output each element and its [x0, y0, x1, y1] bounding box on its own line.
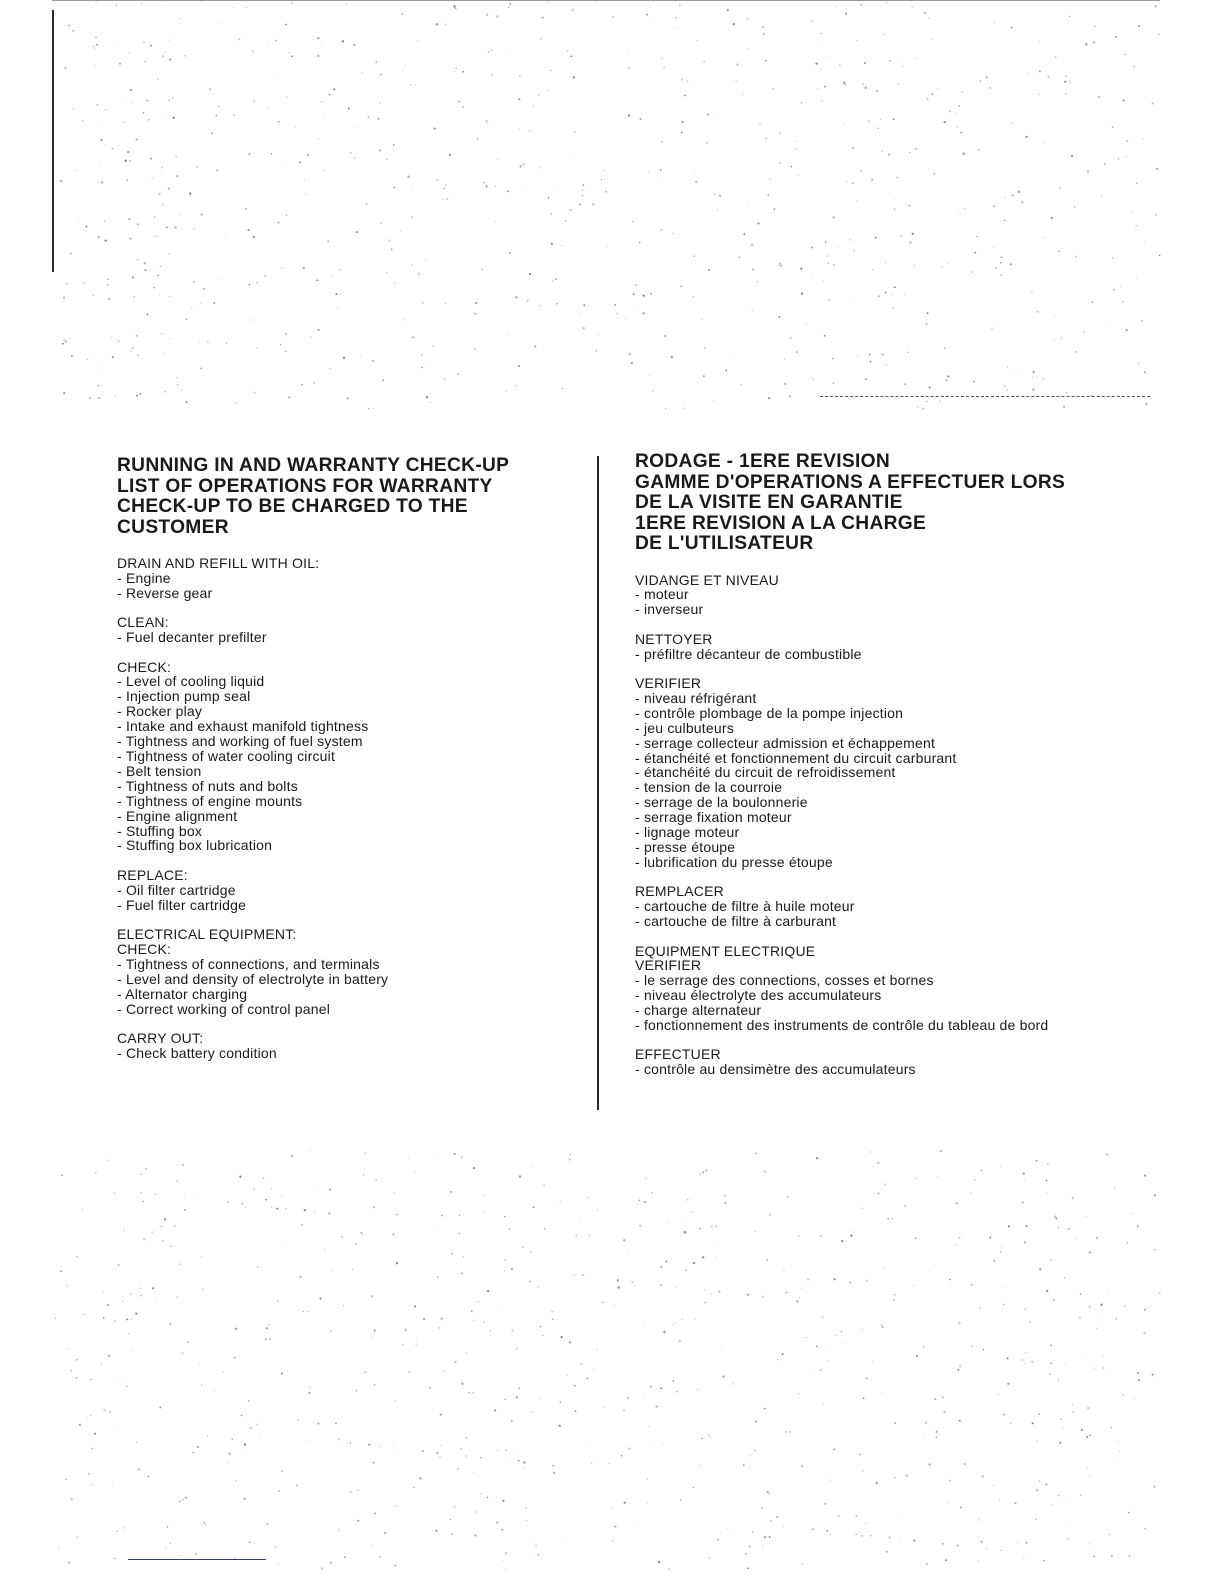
- list-item: - Tightness of nuts and bolts: [117, 777, 298, 794]
- heading-line: CHECK-UP TO BE CHARGED TO THE: [117, 496, 468, 517]
- section-title: CLEAN:: [117, 614, 169, 631]
- list-item: - étanchéité du circuit de refroidissement: [635, 764, 896, 781]
- list-item: - serrage de la boulonnerie: [635, 794, 808, 811]
- list-item: - contrôle au densimètre des accumulateurs: [635, 1061, 916, 1078]
- list-item: - moteur: [635, 586, 689, 603]
- section: [635, 632, 1090, 662]
- list-item: - Intake and exhaust manifold tightness: [117, 718, 369, 735]
- list-item: - niveau électrolyte des accumulateurs: [635, 987, 882, 1004]
- section: [635, 884, 1090, 929]
- section-title: REPLACE:: [117, 866, 188, 883]
- scan-bottom-rule: [128, 1559, 266, 1560]
- heading-line: CUSTOMER: [117, 516, 229, 538]
- section-title: DRAIN AND REFILL WITH OIL:: [117, 555, 320, 571]
- section: [117, 660, 577, 854]
- list-item: - fonctionnement des instruments de contrôle du tableau de bord: [635, 1017, 1049, 1034]
- list-item: - Tightness and working of fuel system: [117, 733, 363, 750]
- section: [635, 1047, 1090, 1077]
- english-heading: [117, 456, 577, 538]
- section: [117, 927, 577, 1016]
- section-title: CHECK:: [117, 658, 172, 675]
- list-item: - Rocker play: [117, 703, 203, 720]
- list-item: - le serrage des connections, cosses et bornes: [635, 972, 934, 989]
- scan-left-rule: [52, 10, 54, 272]
- section: [117, 556, 577, 601]
- section: [635, 676, 1090, 870]
- french-column: [635, 452, 1090, 1092]
- section-title: ELECTRICAL EQUIPMENT:: [117, 926, 297, 943]
- list-item: - jeu culbuteurs: [635, 719, 734, 736]
- list-item: - Tightness of water cooling circuit: [117, 747, 336, 764]
- section-title: REMPLACER: [635, 883, 724, 900]
- list-item: - Tightness of connections, and terminals: [117, 955, 380, 972]
- list-item: - Check battery condition: [117, 1044, 277, 1061]
- heading-line: DE L'UTILISATEUR: [635, 533, 814, 554]
- heading-line: LIST OF OPERATIONS FOR WARRANTY: [117, 475, 493, 497]
- list-item: - Reverse gear: [117, 584, 213, 601]
- list-item: - Fuel filter cartridge: [117, 896, 247, 913]
- heading-line: DE LA VISITE EN GARANTIE: [635, 492, 903, 513]
- french-heading: [635, 452, 1090, 555]
- section-title: NETTOYER: [635, 630, 713, 647]
- list-item: - Correct working of control panel: [117, 1000, 330, 1017]
- section: [117, 868, 577, 913]
- heading-line: GAMME D'OPERATIONS A EFFECTUER LORS: [635, 471, 1066, 493]
- list-item: - serrage collecteur admission et échappement: [635, 734, 936, 751]
- list-item: - Alternator charging: [117, 985, 248, 1002]
- list-item: - presse étoupe: [635, 839, 736, 855]
- list-item: - Level of cooling liquid: [117, 673, 265, 690]
- list-item: - contrôle plombage de la pompe injection: [635, 704, 904, 721]
- section: [635, 944, 1090, 1033]
- section-subtitle: CHECK:: [117, 940, 172, 957]
- list-item: - Engine: [117, 569, 171, 586]
- list-item: - inverseur: [635, 601, 704, 618]
- list-item: - Fuel decanter prefilter: [117, 629, 267, 646]
- list-item: - Injection pump seal: [117, 688, 251, 705]
- scan-dashed-rule: [820, 396, 1150, 398]
- list-item: - tension de la courroie: [635, 779, 783, 796]
- list-item: - niveau réfrigérant: [635, 689, 757, 706]
- section-title: VIDANGE ET NIVEAU: [635, 571, 779, 588]
- list-item: - Stuffing box lubrication: [117, 837, 273, 854]
- scan-speckle-bottom: [0, 1150, 1224, 1584]
- list-item: - cartouche de filtre à huile moteur: [635, 898, 855, 915]
- section-title: CARRY OUT:: [117, 1029, 204, 1046]
- list-item: - étanchéité et fonctionnement du circuit carburant: [635, 749, 957, 766]
- heading-line: RODAGE - 1ERE REVISION: [635, 451, 891, 472]
- list-item: - cartouche de filtre à carburant: [635, 913, 837, 930]
- list-item: - charge alternateur: [635, 1002, 762, 1019]
- section-title: EQUIPMENT ELECTRIQUE: [635, 942, 816, 959]
- list-item: - Tightness of engine mounts: [117, 792, 303, 809]
- list-item: - Oil filter cartridge: [117, 881, 236, 898]
- list-item: - Engine alignment: [117, 807, 238, 824]
- list-item: - Belt tension: [117, 762, 202, 779]
- list-item: - serrage fixation moteur: [635, 809, 792, 826]
- section: [117, 615, 577, 645]
- section: [117, 1031, 577, 1061]
- column-divider: [597, 456, 599, 1110]
- scan-speckle-top: [0, 0, 1224, 420]
- scan-top-rule: [52, 0, 1160, 1]
- list-item: - Stuffing box: [117, 822, 203, 839]
- heading-line: RUNNING IN AND WARRANTY CHECK-UP: [117, 455, 510, 476]
- section: [635, 573, 1090, 618]
- section-title: VERIFIER: [635, 675, 702, 692]
- list-item: - Level and density of electrolyte in battery: [117, 970, 389, 987]
- list-item: - lignage moteur: [635, 824, 740, 841]
- english-column: [117, 456, 577, 1075]
- heading-line: 1ERE REVISION A LA CHARGE: [635, 512, 927, 534]
- section-subtitle: VERIFIER: [635, 957, 702, 974]
- section-title: EFFECTUER: [635, 1046, 721, 1063]
- list-item: - lubrification du presse étoupe: [635, 853, 833, 870]
- list-item: - préfiltre décanteur de combustible: [635, 645, 862, 662]
